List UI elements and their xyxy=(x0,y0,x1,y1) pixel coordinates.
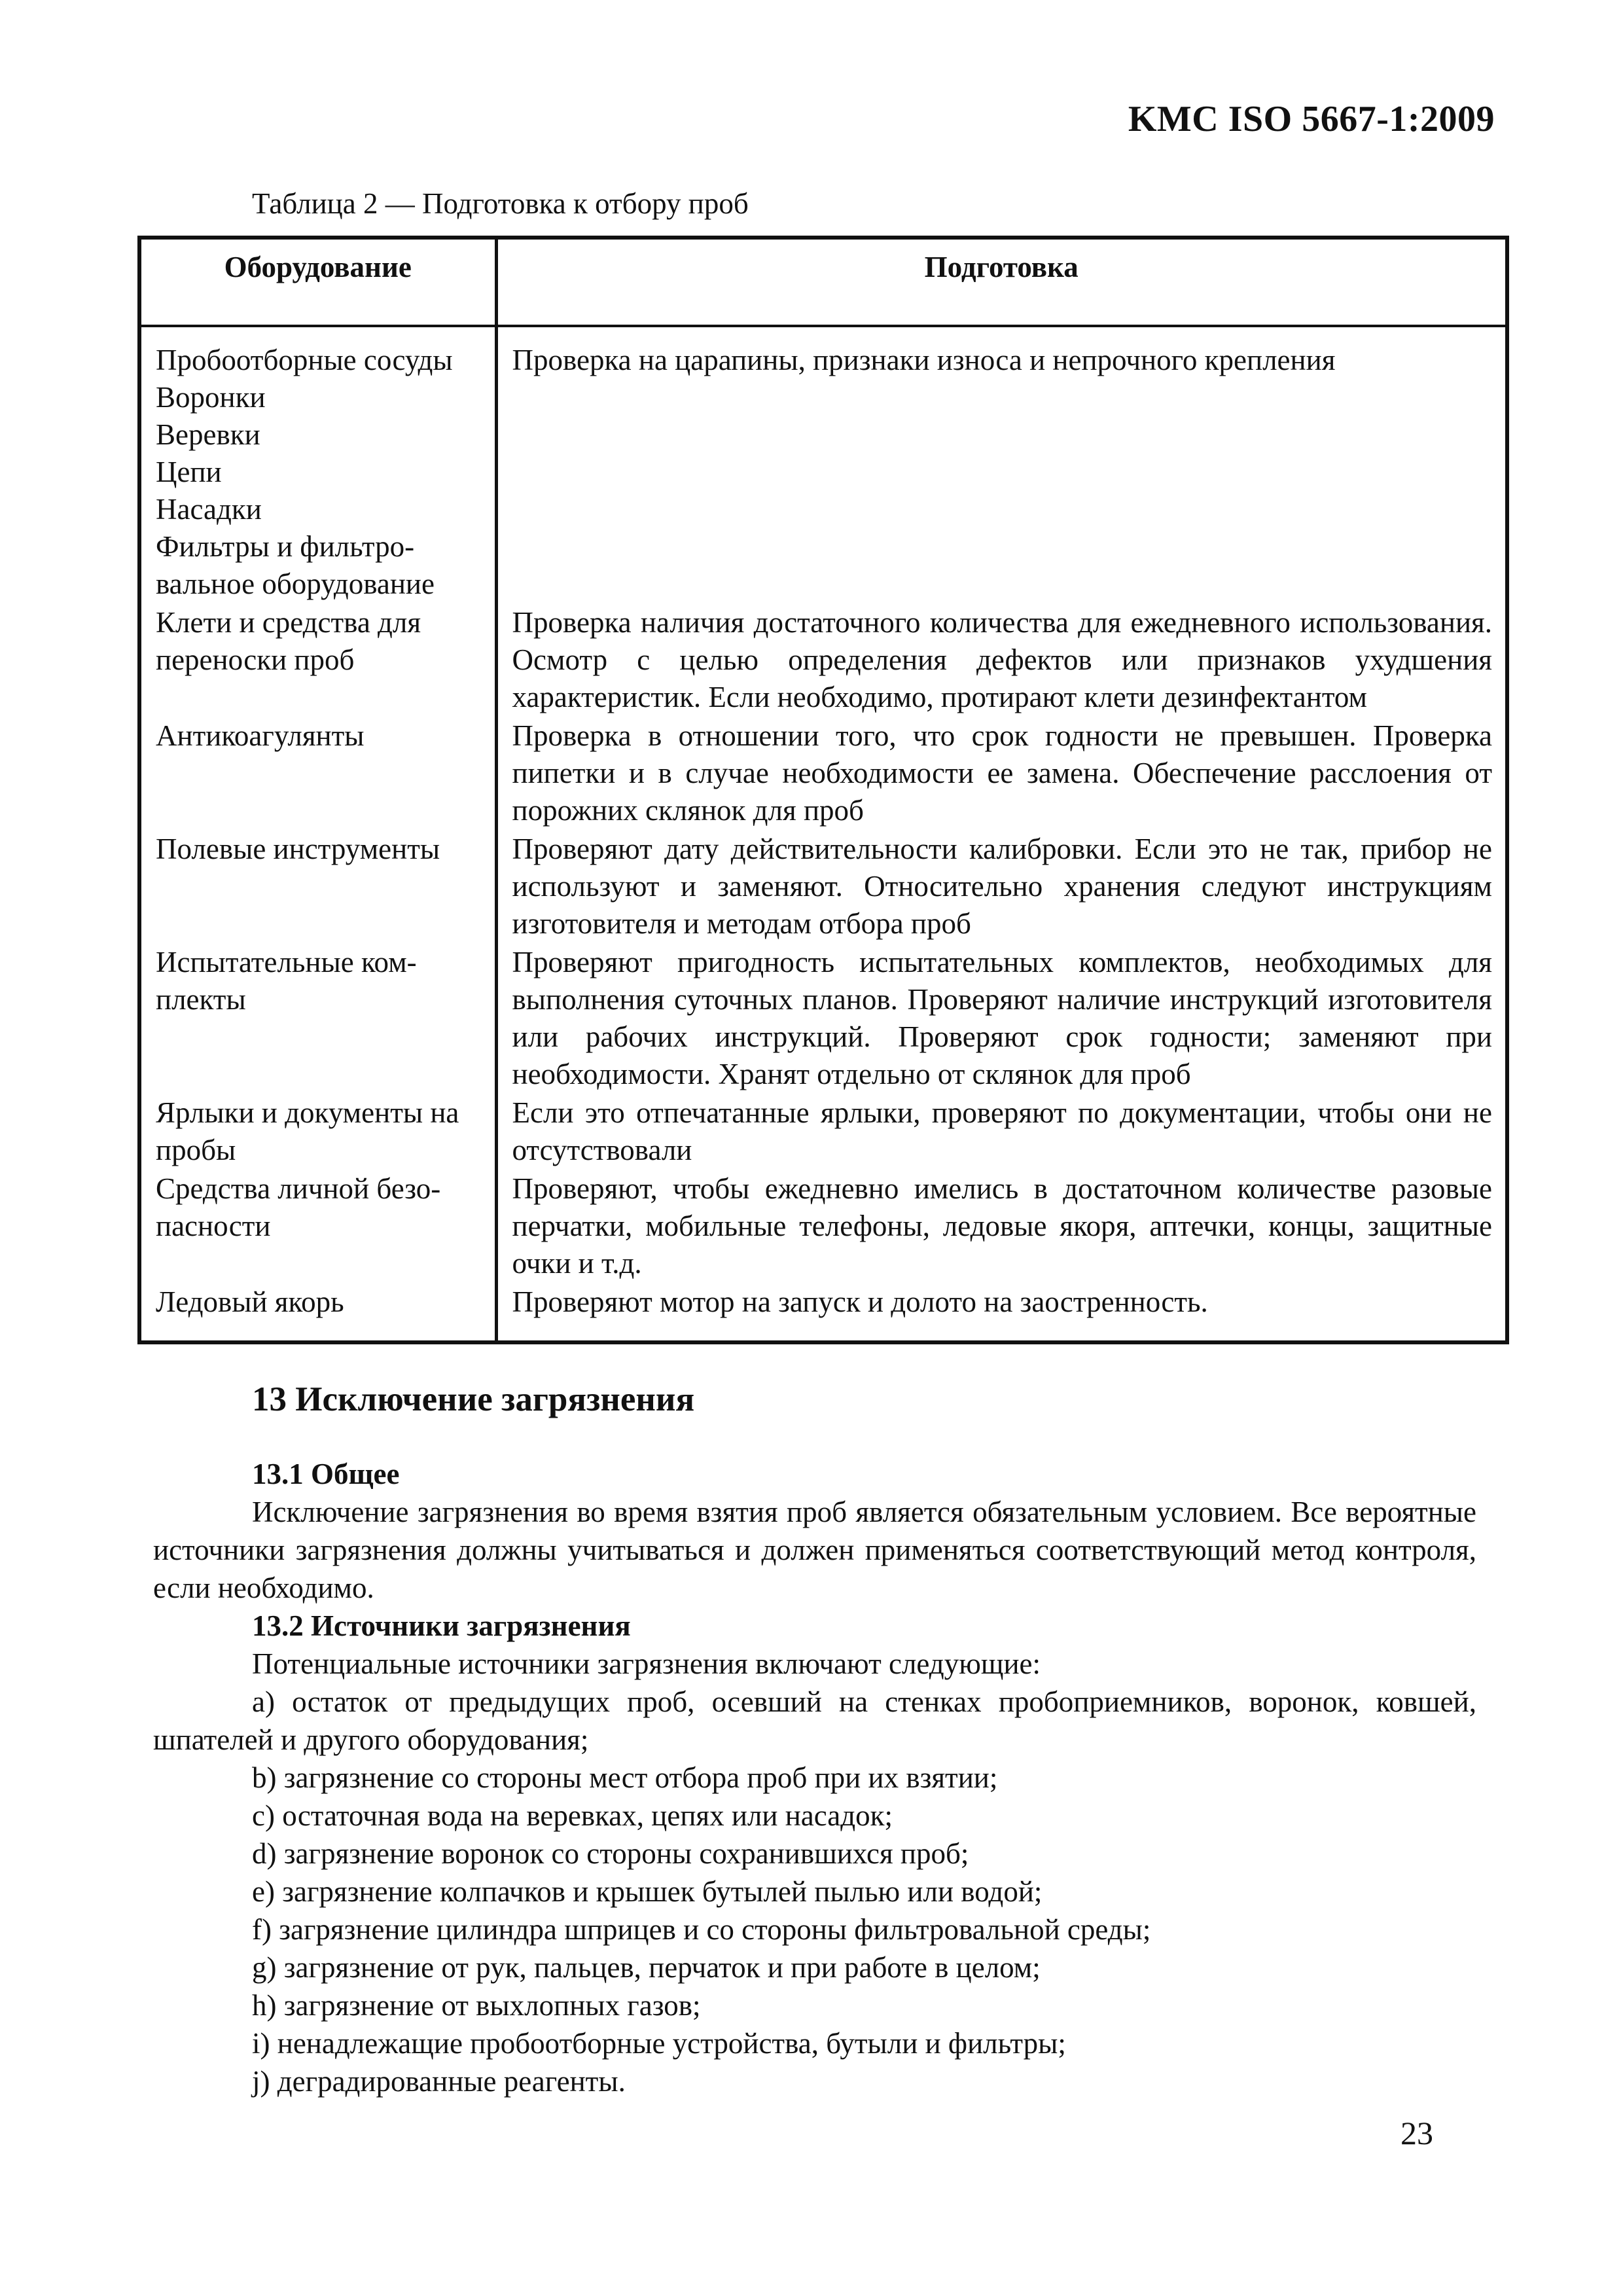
preparation-cell: Проверяют, чтобы ежедневно имелись в достаточном количестве разовые перчатки, мобильные телефоны, ледовые якоря, аптечки, концы, защитные очки и т.д. xyxy=(512,1172,1492,1280)
equipment-name: Ледовый якорь xyxy=(156,1285,344,1318)
equipment-name: переноски проб xyxy=(156,643,355,676)
sources-intro: Потенциальные источники загрязнения включают следующие: xyxy=(252,1647,1041,1680)
list-item: f) загрязнение цилиндра шприцев и со стороны фильтровальной среды; xyxy=(252,1913,1151,1946)
preparation-cell: Проверяют дату действительности калибровки. Если это не так, прибор не используют и заменяют. Относительно хранения следуют инструкциям изготовителя и методам отбора проб xyxy=(512,833,1492,940)
equipment-name: Пробоотборные сосуды xyxy=(156,344,453,376)
table-row xyxy=(139,830,1507,943)
equipment-name: Клети и средства для xyxy=(156,606,421,639)
preparation-table-container xyxy=(137,236,1509,1344)
equipment-name: вальное оборудование xyxy=(156,567,435,600)
equipment-name: Цепи xyxy=(156,456,222,488)
subsection-title-sources: 13.2 Источники загрязнения xyxy=(252,1609,631,1642)
equipment-name: пасности xyxy=(156,1210,271,1242)
equipment-cell xyxy=(139,830,496,943)
preparation-cell: Проверяют мотор на запуск и долото на заостренность. xyxy=(512,1285,1208,1318)
equipment-cell xyxy=(139,1094,496,1170)
equipment-name: Средства личной безо- xyxy=(156,1172,441,1205)
equipment-cell xyxy=(139,326,496,603)
preparation-cell: Проверка на царапины, признаки износа и непрочного крепления xyxy=(512,344,1336,376)
general-paragraph: Исключение загрязнения во время взятия проб является обязательным условием. Все вероятные источники загрязнения должны учитываться и должен применяться соответствующий метод контроля, если необходимо. xyxy=(153,1496,1476,1604)
equipment-name: плекты xyxy=(156,983,246,1016)
list-item: d) загрязнение воронок со стороны сохранившихся проб; xyxy=(252,1837,969,1870)
equipment-name: Насадки xyxy=(156,493,262,526)
table-row xyxy=(139,1170,1507,1283)
equipment-cell xyxy=(139,1170,496,1283)
subsection-title-general: 13.1 Общее xyxy=(252,1458,400,1490)
list-item: c) остаточная вода на веревках, цепях или насадок; xyxy=(252,1799,893,1832)
equipment-name: Антикоагулянты xyxy=(156,719,365,752)
table-row xyxy=(139,1283,1507,1342)
page-number: 23 xyxy=(1400,2115,1433,2151)
table-header-row xyxy=(139,238,1507,326)
table-row xyxy=(139,603,1507,717)
list-item: a) остаток от предыдущих проб, осевший на стенках пробоприемников, воронок, ковшей, шпателей и другого оборудования; xyxy=(153,1685,1476,1756)
equipment-name: Испытательные ком- xyxy=(156,946,417,978)
equipment-name: пробы xyxy=(156,1134,236,1166)
table-row xyxy=(139,1094,1507,1170)
list-item: j) деградированные реагенты. xyxy=(252,2065,626,2098)
list-item: b) загрязнение со стороны мест отбора проб при их взятии; xyxy=(252,1761,998,1794)
equipment-cell xyxy=(139,1283,496,1342)
equipment-name: Ярлыки и документы на xyxy=(156,1096,459,1129)
standard-code: KMC ISO 5667-1:2009 xyxy=(1128,99,1495,139)
table-caption: Таблица 2 — Подготовка к отбору проб xyxy=(252,187,749,220)
list-item: h) загрязнение от выхлопных газов; xyxy=(252,1989,701,2022)
table-row xyxy=(139,943,1507,1094)
preparation-cell: Если это отпечатанные ярлыки, проверяют по документации, чтобы они не отсутствовали xyxy=(512,1096,1492,1166)
equipment-cell xyxy=(139,943,496,1094)
equipment-name: Фильтры и фильтро- xyxy=(156,530,415,563)
equipment-cell xyxy=(139,603,496,717)
equipment-name: Веревки xyxy=(156,418,260,451)
equipment-cell xyxy=(139,717,496,830)
list-item: e) загрязнение колпачков и крышек бутылей пылью или водой; xyxy=(252,1875,1043,1908)
preparation-cell: Проверка в отношении того, что срок годности не превышен. Проверка пипетки и в случае необходимости ее замена. Обеспечение расслоения от порожних склянок для проб xyxy=(512,719,1492,827)
column-header-preparation: Подготовка xyxy=(496,238,1507,326)
equipment-name: Полевые инструменты xyxy=(156,833,440,865)
table-row xyxy=(139,717,1507,830)
section-title: 13 Исключение загрязнения xyxy=(252,1380,695,1418)
equipment-name: Воронки xyxy=(156,381,266,414)
section-body xyxy=(153,1455,1476,2100)
preparation-cell: Проверяют пригодность испытательных комплектов, необходимых для выполнения суточных планов. Проверяют наличие инструкций изготовителя или рабочих инструкций. Проверяют срок годности; заменяют при необходимости. Хранят отдельно от склянок для проб xyxy=(512,946,1492,1090)
list-item: g) загрязнение от рук, пальцев, перчаток и при работе в целом; xyxy=(252,1951,1041,1984)
table-row xyxy=(139,326,1507,603)
preparation-table xyxy=(137,236,1509,1344)
list-item: i) ненадлежащие пробоотборные устройства, бутыли и фильтры; xyxy=(252,2027,1066,2060)
preparation-cell: Проверка наличия достаточного количества для ежедневного использования. Осмотр с целью определения дефектов или признаков ухудшения характеристик. Если необходимо, протирают клети дезинфектантом xyxy=(512,606,1492,713)
column-header-equipment: Оборудование xyxy=(139,238,496,326)
